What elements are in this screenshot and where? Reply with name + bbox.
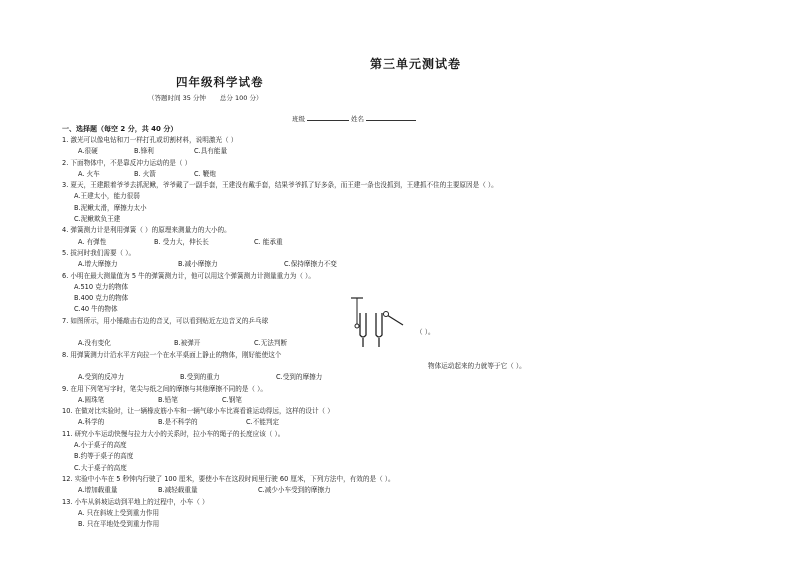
section-title: 一、选择题（每空 2 分，共 40 分） [62,125,178,133]
name-label: 姓名 [351,115,364,123]
exam-info [148,93,276,102]
answer-option[interactable]: B.减小摩擦力 [178,260,218,269]
answer-option[interactable]: C.减少小车受到的摩擦力 [258,486,331,495]
tuning-fork-figure [349,295,409,347]
question-stem [62,180,742,191]
option-row [62,372,742,383]
answer-option[interactable]: A.增加载重量 [78,486,118,495]
question-text: 12. 实验中小车在 5 秒钟内行驶了 100 厘米，要使小车在这段时间里行驶 60 厘米，下列方法中，有效的是（ ）。 [62,474,395,483]
answer-option[interactable]: C. 鞭炮 [194,169,216,178]
question-text: 6. 小明在最大测量值为 5 牛的弹簧测力计，他可以用这个弹簧测力计测量重力为（ ）。 [62,271,315,280]
answer-option[interactable]: B.是不科学的 [158,418,198,427]
option-row [62,417,742,428]
answer-option[interactable]: B.减轻载重量 [158,486,198,495]
answer-option[interactable]: B.被弹开 [174,339,201,348]
option-row [62,451,742,462]
exam-score: 总分 100 分） [219,94,263,102]
option-row [62,203,742,214]
question-stem [62,384,742,395]
answer-option[interactable]: A.没有变化 [78,339,111,348]
option-row [62,485,742,496]
question-text: 11. 研究小车运动快慢与拉力大小的关系时，拉小车的绳子的长度应该（ ）。 [62,429,285,438]
question-text: 13. 小车从斜坡运动到平地上的过程中，小车（ ） [62,497,209,506]
question-stem [62,225,742,236]
option-row [62,259,742,270]
option-row [62,463,742,474]
unit-test-title: 第三单元测试卷 [370,57,462,71]
answer-option[interactable]: A.受到的反冲力 [78,373,125,382]
answer-option[interactable]: （ ）。 [416,328,435,337]
question-text: 4. 弹簧测力计是利用弹簧（ ）的原理来测量力的大小的。 [62,226,231,235]
answer-option[interactable]: B. 只在平地处受到重力作用 [78,520,160,529]
answer-option[interactable]: B.铅笔 [158,395,178,404]
question-stem [62,350,742,361]
question-text: 9. 在用下列笔写字时，笔尖与纸之间的摩擦与其他摩擦不同的是（ ）。 [62,384,267,393]
answer-option[interactable]: C.钢笔 [222,395,242,404]
answer-option[interactable]: A. 有弹性 [78,237,107,246]
answer-option[interactable]: C.大于桌子的高度 [74,463,127,472]
answer-option[interactable]: A. 火车 [78,169,100,178]
question-stem [62,271,742,282]
option-row [62,282,742,293]
question-text: 7. 如图所示，用小锤敲击右边的音叉，可以看到贴近左边音叉的乒乓球 [62,316,269,325]
option-row [62,214,742,225]
answer-option[interactable]: A.小于桌子的高度 [74,441,127,450]
question-stem [62,497,742,508]
question-text: 1. 激光可以像电钻和刀一样打孔或切割材料，说明激光（ ） [62,136,238,144]
answer-option[interactable]: B.400 克力的物体 [74,294,129,303]
option-row [62,191,742,202]
answer-option[interactable]: A.圆珠笔 [78,395,105,404]
question-stem [62,135,742,146]
question-text: 2. 下面物体中，不是靠反冲力运动的是（ ） [62,158,192,167]
option-row [62,169,742,180]
class-label: 班级 [292,115,305,123]
answer-option[interactable]: B.锋利 [134,147,154,156]
question-text: 8. 用弹簧测力计沿水平方向拉一个在水平桌面上静止的物体，刚好能使这个 [62,350,282,359]
option-row [62,508,742,519]
question-stem [62,158,742,169]
question-text: 5. 拔河时我们需要（ ）。 [62,248,136,257]
answer-option[interactable]: C.具有能量 [194,147,228,156]
answer-option[interactable]: B. 受力大，伸长长 [154,237,209,246]
answer-option[interactable]: A.科学的 [78,418,105,427]
name-blank[interactable] [366,114,416,121]
question-stem [62,248,742,259]
option-row [62,395,742,406]
answer-option[interactable]: C.无法判断 [254,339,288,348]
question-text: 10. 在做对比实验时，让一辆橡皮筋小车和一辆气球小车比赛看谁运动得远，这样的设计（ ） [62,407,334,416]
answer-option[interactable]: B.受到的重力 [180,373,220,382]
option-row [62,361,742,372]
answer-option[interactable]: C.泥鳅欺负王建 [74,215,121,224]
class-blank[interactable] [307,114,349,121]
option-row [62,146,742,157]
question-stem [62,429,742,440]
answer-option[interactable]: A.很硬 [78,147,98,156]
question-text: 3. 夏天，王建跟着爷爷去抓泥鳅，爷爷戴了一副手套，王建没有戴手套，结果爷爷抓了好多条，而王建一条也没抓到，王建抓不住的主要原因是（ ）。 [62,181,498,190]
question-stem [62,474,742,485]
option-row [62,440,742,451]
answer-option[interactable]: B.泥鳅太滑，摩擦力太小 [74,203,147,212]
answer-option[interactable]: C.保持摩擦力不变 [284,260,337,269]
answer-option[interactable]: C. 能承重 [254,237,283,246]
answer-option[interactable]: 物体运动起来的力就等于它（ ）。 [428,361,526,370]
answer-option[interactable]: C.不能判定 [246,418,280,427]
option-row [62,519,742,530]
answer-option[interactable]: A.510 克力的物体 [74,282,129,291]
exam-time: （答题时间 35 分钟 [148,94,206,102]
answer-option[interactable]: A.增大摩擦力 [78,260,118,269]
answer-option[interactable]: A. 只在斜坡上受到重力作用 [78,508,160,517]
option-row [62,237,742,248]
answer-option[interactable]: C.受到的摩擦力 [276,373,323,382]
student-info [292,114,418,123]
question-stem [62,406,742,417]
answer-option[interactable]: A.王建太小，能力很弱 [74,192,140,201]
answer-option[interactable]: B. 火箭 [134,169,156,178]
paper-title: 四年级科学试卷 [176,75,264,89]
answer-option[interactable]: B.约等于桌子的高度 [74,452,134,461]
answer-option[interactable]: C.40 牛的物体 [74,305,118,314]
